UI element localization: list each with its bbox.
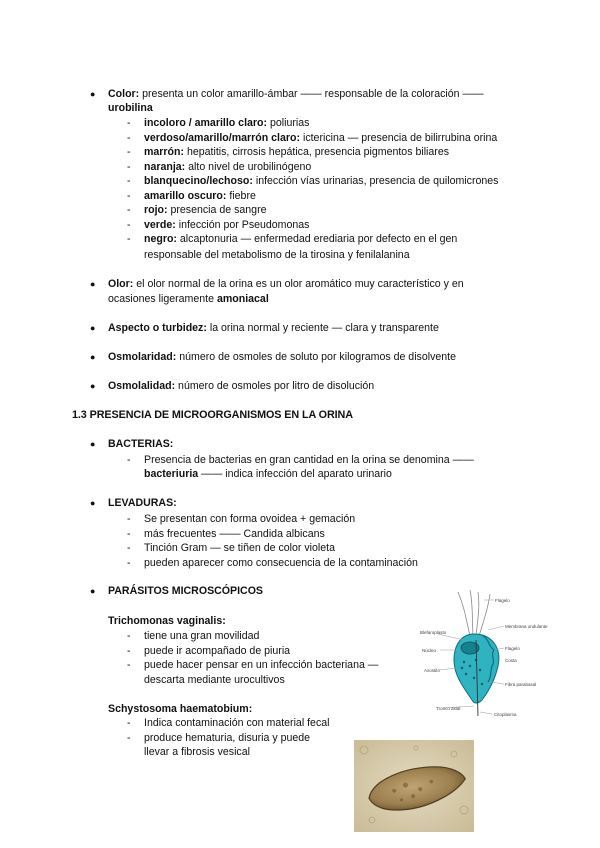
trichomonas-item: puede hacer pensar en un infección bacteriana — [144, 659, 379, 672]
olor-cont: ocasiones ligeramente amoniacal [108, 293, 269, 305]
color-item: amarillo oscuro: fiebre [144, 189, 256, 202]
label-blefaroplasto: Blefaroplasto [420, 630, 447, 635]
dash: - [127, 117, 131, 129]
schystosoma-item1: Indica contaminación con material fecal [144, 717, 330, 729]
bullet-aspecto: ● [90, 323, 96, 333]
dash: - [127, 717, 131, 729]
color-cont: urobilina [108, 102, 153, 114]
section-heading: 1.3 PRESENCIA DE MICROORGANISMOS EN LA ORINA [72, 409, 353, 421]
bullet-parasitos: ● [90, 586, 96, 596]
color-item: verdoso/amarillo/marrón claro: ictericina — presencia de bilirrubina orina [144, 131, 498, 144]
color-item: rojo: presencia de sangre [144, 204, 267, 216]
levaduras-item: más frecuentes —— Candida albicans [144, 527, 325, 540]
bacterias-line1: Presencia de bacterias en gran cantidad en la orina se denomina —— [144, 454, 474, 466]
dash: - [127, 557, 131, 570]
levaduras-item: Tinción Gram — se tiñen de color violeta [144, 542, 335, 555]
schystosoma-item2a: produce hematuria, disuria y puede [144, 732, 311, 744]
negro-cont: responsable del metabolismo de la tirosina y fenilalanina [144, 249, 410, 261]
color-item: incoloro / amarillo claro: poliurias [144, 117, 310, 129]
dash: - [127, 732, 131, 744]
dash: - [127, 659, 131, 672]
osmolaridad-line: Osmolaridad: número de osmoles de soluto por kilogramos de disolvente [108, 351, 457, 363]
label-fibra: Fibra parabasal [505, 682, 537, 687]
schystosoma-item2b: llevar a fibrosis vesical [144, 746, 250, 758]
levaduras-item: Se presentan con forma ovoidea + gemación [144, 513, 356, 525]
label-membrana: Membrana ondulante [505, 624, 548, 629]
dash: - [127, 218, 131, 231]
trichomonas-diagram [418, 588, 548, 723]
dash: - [127, 233, 131, 245]
trichomonas-item3-cont: descarta mediante urocultivos [144, 674, 285, 686]
color-item: verde: infección por Pseudomonas [144, 218, 310, 231]
label-costa: Costa [505, 658, 517, 663]
trichomonas-item: puede ir acompañado de piuria [144, 644, 291, 657]
schystosoma-title: Schystosoma haematobium: [108, 703, 253, 715]
dash: - [127, 542, 131, 555]
label-nucleo: Núcleo [422, 648, 437, 653]
bullet-bacterias: ● [90, 439, 96, 449]
dash: - [127, 513, 131, 525]
levaduras-label: LEVADURAS: [108, 497, 177, 509]
schistosoma-egg-photo [354, 740, 474, 832]
trichomonas-item: tiene una gran movilidad [144, 630, 260, 642]
parasitos-label: PARÁSITOS MICROSCÓPICOS [108, 585, 264, 597]
dash: - [127, 146, 131, 158]
dash: - [127, 454, 131, 466]
dash: - [127, 175, 131, 187]
dash: - [127, 204, 131, 216]
label-flagelo: Flagelo [495, 598, 510, 603]
bullet-color: ● [90, 89, 96, 99]
levaduras-item: pueden aparecer como consecuencia de la contaminación [144, 557, 418, 570]
aspecto-line: Aspecto o turbidez: la orina normal y reciente — clara y transparente [108, 322, 439, 334]
bacterias-line2: bacteriuria —— indica infección del aparato urinario [144, 468, 392, 480]
label-axostilo: Axostilo [424, 668, 440, 673]
dash: - [127, 160, 131, 173]
bullet-osmolalidad: ● [90, 381, 96, 391]
dash: - [127, 527, 131, 540]
color-item: naranja: alto nivel de urobilinógeno [144, 160, 312, 173]
label-tronco: Tronco axial [436, 706, 461, 711]
color-item: blanquecino/lechoso: infección vías urinarias, presencia de quilomicrones [144, 175, 499, 187]
label-citoplasma: Citoplasma [494, 712, 517, 717]
dash: - [127, 189, 131, 202]
osmolalidad-line: Osmolalidad: número de osmoles por litro de disolución [108, 380, 375, 392]
color-item: marrón: hepatitis, cirrosis hepática, presencia pigmentos biliares [144, 146, 450, 158]
label-flagelo2: Flagelo [505, 646, 520, 651]
color-item: negro: alcaptonuria — enfermedad erediaria por defecto en el gen [144, 233, 458, 245]
dash: - [127, 131, 131, 144]
bacterias-label: BACTERIAS: [108, 438, 174, 450]
bullet-olor: ● [90, 279, 96, 289]
dash: - [127, 644, 131, 657]
trichomonas-title: Trichomonas vaginalis: [108, 615, 226, 627]
bullet-osmolaridad: ● [90, 352, 96, 362]
bullet-levaduras: ● [90, 498, 96, 508]
olor-line: Olor: el olor normal de la orina es un olor aromático muy característico y en [108, 278, 464, 290]
dash: - [127, 630, 131, 642]
color-line: Color: presenta un color amarillo-ámbar —— responsable de la coloración —— [108, 88, 484, 100]
